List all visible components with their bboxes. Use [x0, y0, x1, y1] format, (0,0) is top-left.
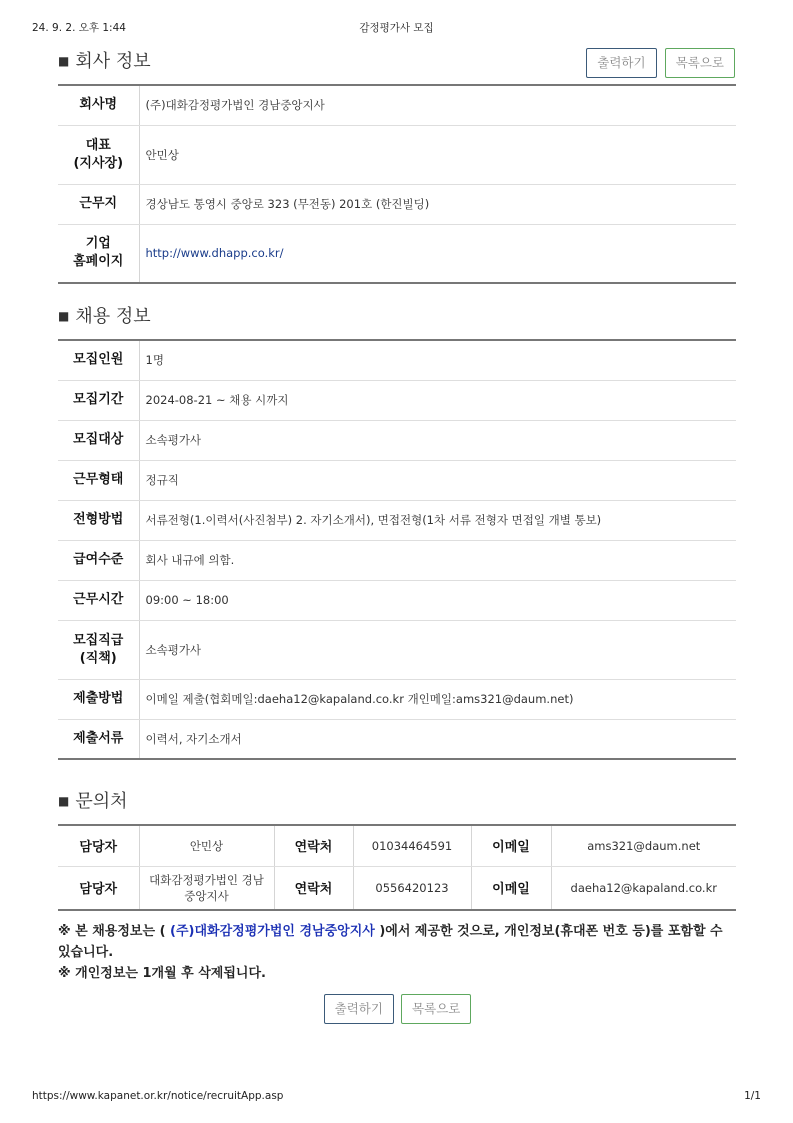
page-url: https://www.kapanet.or.kr/notice/recruitApp.asp	[32, 1090, 284, 1102]
period-label: 모집기간	[58, 380, 139, 420]
period-value: 2024-08-21 ~ 채용 시까지	[139, 380, 736, 420]
main-content	[58, 46, 737, 1024]
recruit-section-header	[58, 301, 737, 339]
homepage-label: 기업 홈페이지	[58, 224, 139, 283]
target-label: 모집대상	[58, 420, 139, 460]
page-number: 1/1	[744, 1090, 761, 1102]
table-row	[58, 825, 736, 866]
print-button[interactable]: 출력하기	[324, 994, 394, 1024]
privacy-notice	[58, 921, 737, 984]
table-row	[58, 184, 736, 224]
work-type-value: 정규직	[139, 460, 736, 500]
rank-value: 소속평가사	[139, 620, 736, 679]
table-row	[58, 380, 736, 420]
table-row	[58, 580, 736, 620]
ceo-value: 안민상	[139, 125, 736, 184]
homepage-link[interactable]: http://www.dhapp.co.kr/	[145, 246, 284, 261]
table-row	[58, 719, 736, 759]
salary-label: 급여수준	[58, 540, 139, 580]
print-date: 24. 9. 2. 오후 1:44	[32, 22, 126, 34]
print-header	[32, 20, 761, 36]
location-value: 경상남도 통영시 중앙로 323 (무전동) 201호 (한진빌딩)	[139, 184, 736, 224]
top-button-group	[583, 48, 735, 78]
print-footer	[32, 1090, 761, 1104]
person-label: 담당자	[58, 866, 139, 910]
headcount-label: 모집인원	[58, 340, 139, 380]
homepage-cell	[139, 224, 736, 283]
notice-company-name: (주)대화감정평가법인 경남중앙지사	[170, 924, 375, 939]
location-label: 근무지	[58, 184, 139, 224]
ceo-label: 대표 (지사장)	[58, 125, 139, 184]
person-value: 안민상	[139, 825, 274, 866]
recruit-section-title: ■ 채용 정보	[58, 306, 151, 327]
selection-method-label: 전형방법	[58, 500, 139, 540]
list-button[interactable]: 목록으로	[665, 48, 735, 78]
table-row	[58, 500, 736, 540]
list-button[interactable]: 목록으로	[401, 994, 471, 1024]
email-label: 이메일	[471, 825, 551, 866]
work-type-label: 근무형태	[58, 460, 139, 500]
bottom-button-group	[58, 994, 737, 1024]
documents-value: 이력서, 자기소개서	[145, 731, 242, 746]
company-name-value: (주)대화감정평가법인 경남중앙지사	[139, 85, 736, 125]
work-hours-label: 근무시간	[58, 580, 139, 620]
rank-label: 모집직급 (직책)	[58, 620, 139, 679]
contact-table	[58, 824, 736, 911]
salary-value: 회사 내규에 의함.	[139, 540, 736, 580]
table-row	[58, 620, 736, 679]
submit-method-value: 이메일 제출(협회메일:daeha12@kapaland.co.kr 개인메일:ams321@daum.net)	[139, 679, 736, 719]
target-value: 소속평가사	[139, 420, 736, 460]
table-row	[58, 340, 736, 380]
table-row	[58, 679, 736, 719]
table-row	[58, 420, 736, 460]
table-row	[58, 866, 736, 910]
company-name-label: 회사명	[58, 85, 139, 125]
phone-label: 연락처	[274, 825, 353, 866]
work-hours-value: 09:00 ~ 18:00	[139, 580, 736, 620]
table-row	[58, 85, 736, 125]
company-info-table	[58, 84, 736, 284]
headcount-value: 1명	[139, 340, 736, 380]
table-row	[58, 125, 736, 184]
submit-method-label: 제출방법	[58, 679, 139, 719]
phone-value: 0556420123	[353, 866, 471, 910]
selection-method-value: 서류전형(1.이력서(사진첨부) 2. 자기소개서), 면접전형(1차 서류 전형자 면접일 개별 통보)	[139, 500, 736, 540]
phone-value: 01034464591	[353, 825, 471, 866]
company-section-header	[58, 46, 737, 84]
email-label: 이메일	[471, 866, 551, 910]
contact-section-header	[58, 786, 737, 824]
square-bullet-icon: ■	[58, 309, 70, 323]
company-section-title: ■ 회사 정보	[58, 51, 151, 72]
email-value: daeha12@kapaland.co.kr	[570, 880, 717, 895]
print-button[interactable]: 출력하기	[586, 48, 656, 78]
person-label: 담당자	[58, 825, 139, 866]
table-row	[58, 540, 736, 580]
square-bullet-icon: ■	[58, 794, 70, 808]
table-row	[58, 460, 736, 500]
print-title: 감정평가사 모집	[359, 22, 434, 34]
square-bullet-icon: ■	[58, 54, 70, 68]
table-row	[58, 224, 736, 283]
documents-label: 제출서류	[58, 719, 139, 759]
email-value: ams321@daum.net	[551, 825, 736, 866]
phone-label: 연락처	[274, 866, 353, 910]
recruit-info-table	[58, 339, 736, 760]
contact-section-title: ■ 문의처	[58, 791, 128, 812]
notice-line-2: ※ 개인정보는 1개월 후 삭제됩니다.	[58, 966, 266, 981]
notice-line-1: ※ 본 채용정보는 ( (주)대화감정평가법인 경남중앙지사 )에서 제공한 것으로, 개인정보(휴대폰 번호 등)를 포함할 수 있습니다.	[58, 924, 723, 960]
person-value: 대화감정평가법인 경남 중앙지사	[139, 866, 274, 910]
